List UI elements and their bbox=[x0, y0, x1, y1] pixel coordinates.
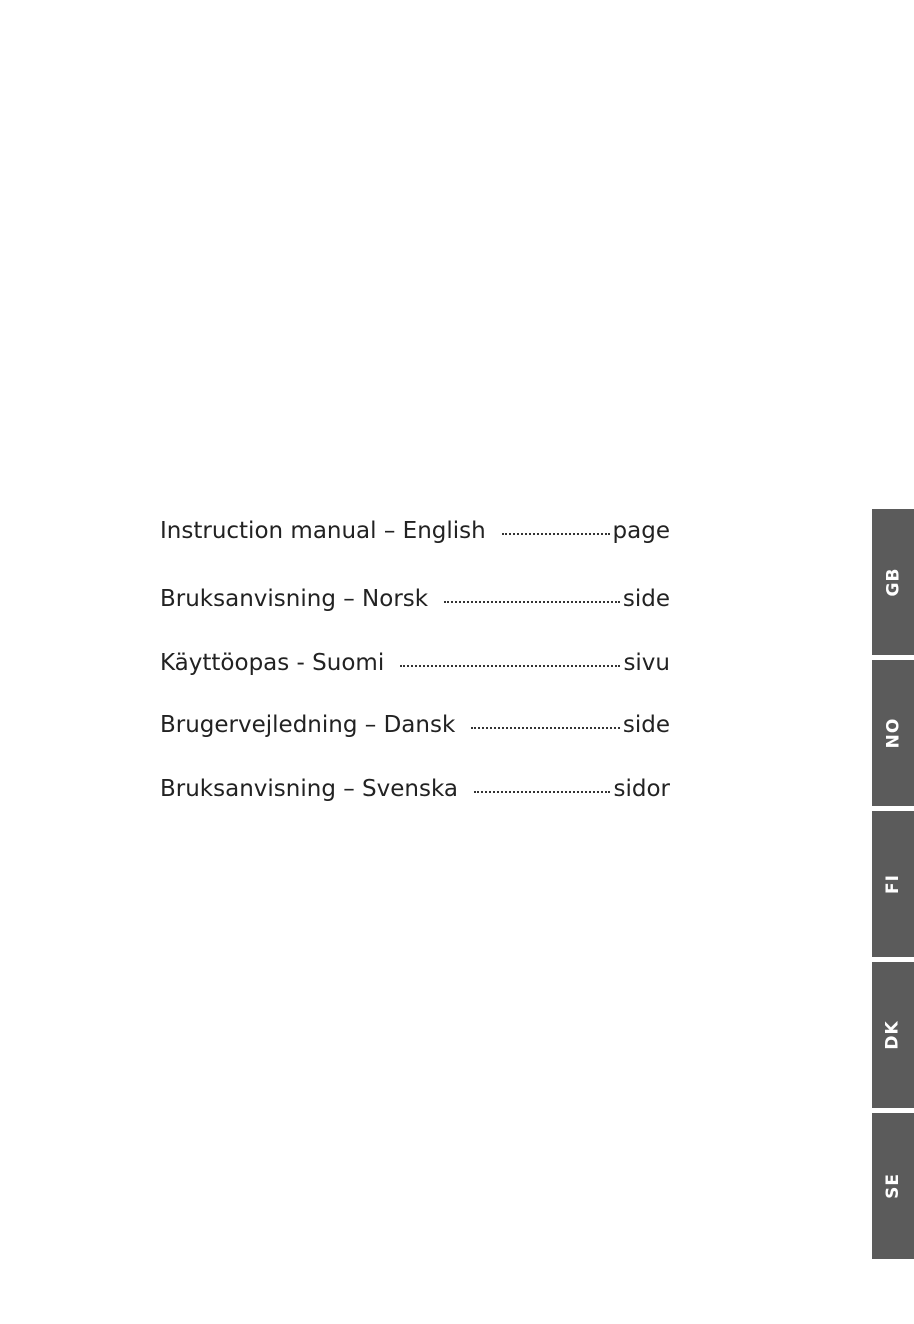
toc-page-word-dansk: side bbox=[622, 712, 670, 738]
toc-page-word-svenska: sidor bbox=[613, 776, 670, 802]
toc-leader-dots bbox=[471, 727, 620, 729]
toc-title-dansk: Brugervejledning – Dansk bbox=[160, 712, 456, 738]
toc-title-suomi: Käyttöopas - Suomi bbox=[160, 650, 385, 676]
toc-entry-norsk[interactable] bbox=[160, 584, 670, 614]
toc-leader-dots bbox=[474, 791, 611, 793]
language-tab-se[interactable] bbox=[872, 1113, 914, 1259]
toc-page-word-english: page bbox=[612, 518, 670, 544]
toc-entry-dansk[interactable] bbox=[160, 710, 670, 740]
toc-entry-suomi[interactable] bbox=[160, 648, 670, 678]
toc-title-norsk: Bruksanvisning – Norsk bbox=[160, 586, 429, 612]
language-tab-dk[interactable] bbox=[872, 962, 914, 1108]
language-tab-label: GB bbox=[882, 567, 903, 597]
language-tab-gb[interactable] bbox=[872, 509, 914, 655]
toc-page-word-norsk: side bbox=[622, 586, 670, 612]
language-tab-label: SE bbox=[882, 1173, 903, 1199]
toc-leader-dots bbox=[400, 665, 620, 667]
language-tab-label: FI bbox=[882, 874, 903, 894]
toc-leader-dots bbox=[502, 533, 610, 535]
table-of-contents bbox=[160, 0, 670, 1324]
language-tab-label: NO bbox=[883, 717, 903, 749]
toc-entry-svenska[interactable] bbox=[160, 774, 670, 804]
toc-leader-dots bbox=[444, 601, 620, 603]
toc-title-english: Instruction manual – English bbox=[160, 518, 486, 544]
language-tab-no[interactable] bbox=[872, 660, 914, 806]
language-tab-fi[interactable] bbox=[872, 811, 914, 957]
toc-page-word-suomi: sivu bbox=[623, 650, 670, 676]
language-tab-label: DK bbox=[882, 1020, 903, 1050]
toc-entry-english[interactable] bbox=[160, 516, 670, 546]
toc-title-svenska: Bruksanvisning – Svenska bbox=[160, 776, 458, 802]
